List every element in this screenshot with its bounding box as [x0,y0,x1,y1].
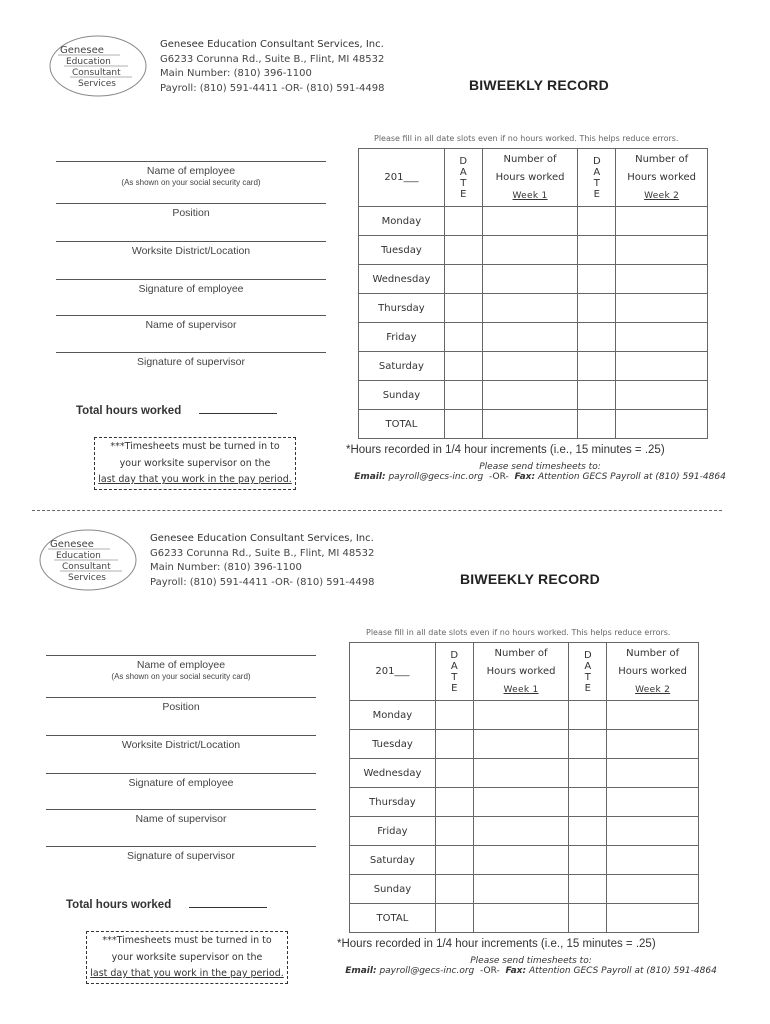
position-label: Position [162,701,200,713]
fax-label: Fax: [514,472,536,482]
company-address: G6233 Corunna Rd., Suite B., Flint, MI 48532 [150,547,375,559]
position-field[interactable] [46,697,316,713]
email-address[interactable]: payroll@gecs-inc.org [379,966,475,976]
date-cell[interactable] [435,875,473,904]
logo-line: Services [78,79,116,89]
date-header-week1 [444,149,482,207]
supervisor-name-label: Name of supervisor [145,319,237,331]
date-header-week2 [569,643,607,701]
date-letter: A [593,166,601,178]
hours-header-week1 [473,643,569,701]
company-address: G6233 Corunna Rd., Suite B., Flint, MI 48532 [160,53,385,65]
logo-line: Genesee [60,45,104,56]
total-cell[interactable] [616,410,708,439]
hours-table [349,642,699,933]
timesheet-form-bottom [0,494,770,988]
date-cell[interactable] [578,236,616,265]
logo-line: Consultant [72,68,121,78]
date-letter: E [584,682,591,694]
total-hours-worked [76,403,277,417]
hours-header-week2 [607,643,699,701]
date-letter: A [584,660,592,672]
notice-line: ***Timesheets must be turned in to [110,441,280,452]
total-cell[interactable] [473,904,569,933]
total-cell[interactable] [578,410,616,439]
year-label: 201___ [384,172,419,183]
notice-line: last day that you work in the pay period. [90,968,284,979]
day-label: Sunday [359,381,445,410]
position-field[interactable] [56,203,326,219]
date-letter: A [450,660,458,672]
year-cell[interactable] [350,643,436,701]
hours-header-week1 [482,149,578,207]
date-cell[interactable] [578,352,616,381]
date-cell[interactable] [569,701,607,730]
day-label: Monday [359,207,445,236]
day-label: Thursday [350,788,436,817]
date-cell[interactable] [578,323,616,352]
supervisor-signature-label: Signature of supervisor [127,850,235,862]
hours-cell[interactable] [616,323,708,352]
hours-cell[interactable] [482,323,578,352]
employee-signature-field[interactable] [46,773,316,789]
logo-line: Services [68,573,106,583]
date-cell[interactable] [444,294,482,323]
date-cell[interactable] [569,730,607,759]
day-label: Saturday [350,846,436,875]
hours-cell[interactable] [616,381,708,410]
employee-name-label: Name of employee [146,165,236,177]
notice-line: your worksite supervisor on the [111,951,263,963]
date-letter: D [583,649,592,661]
fill-note: Please fill in all date slots even if no hours worked. This helps reduce errors. [366,628,671,637]
or-text: -OR- [480,966,500,976]
company-payroll: Payroll: (810) 591-4411 -OR- (810) 591-4498 [160,82,385,94]
logo-line: Education [66,57,111,67]
notice-line: ***Timesheets must be turned in to [102,935,272,946]
date-cell[interactable] [578,207,616,236]
date-header-week1 [435,643,473,701]
hours-cell[interactable] [616,265,708,294]
worksite-label: Worksite District/Location [131,245,251,257]
date-cell[interactable] [435,701,473,730]
hours-cell[interactable] [607,730,699,759]
hours-cell[interactable] [607,759,699,788]
date-cell[interactable] [569,759,607,788]
date-cell[interactable] [444,207,482,236]
date-cell[interactable] [578,381,616,410]
week1-label: Week 1 [503,684,539,695]
company-name: Genesee Education Consultant Services, Inc. [160,39,384,50]
day-label: Tuesday [359,236,445,265]
hours-header-line: Hours worked [618,665,688,677]
hours-cell[interactable] [482,352,578,381]
hours-cell[interactable] [607,875,699,904]
employee-name-label: Name of employee [136,659,226,671]
or-text: -OR- [489,472,509,482]
employee-name-sub: (As shown on your social security card) [111,672,251,681]
hours-header-line: Number of [635,153,689,165]
logo-line: Education [56,551,101,561]
hours-cell[interactable] [482,294,578,323]
date-cell[interactable] [444,352,482,381]
send-line: Please send timesheets to: [470,956,592,966]
fill-note: Please fill in all date slots even if no hours worked. This helps reduce errors. [374,134,679,143]
fax-label: Fax: [505,966,527,976]
hours-cell[interactable] [607,788,699,817]
gecs-logo [38,528,138,592]
hours-cell[interactable] [473,788,569,817]
date-letter: D [592,155,601,167]
fax-info: Attention GECS Payroll at (810) 591-4864 [537,472,726,482]
hours-cell[interactable] [473,701,569,730]
company-main-number: Main Number: (810) 396-1100 [150,562,302,573]
total-label: TOTAL [359,410,445,439]
date-header-week2 [578,149,616,207]
hours-cell[interactable] [616,352,708,381]
send-line: Please send timesheets to: [479,462,601,472]
total-cell[interactable] [482,410,578,439]
send-to-info [337,956,725,976]
hours-cell[interactable] [616,236,708,265]
supervisor-signature-label: Signature of supervisor [137,356,245,368]
notice-line: your worksite supervisor on the [119,457,271,469]
supervisor-signature-field[interactable] [56,352,326,368]
hours-table [358,148,708,439]
hours-header-line: Number of [626,647,680,659]
date-cell[interactable] [578,294,616,323]
employee-name-field[interactable] [56,161,326,187]
date-letter: D [459,155,468,167]
total-cell[interactable] [435,904,473,933]
date-letter: A [459,166,467,178]
employee-name-sub: (As shown on your social security card) [121,178,261,187]
employee-signature-label: Signature of employee [128,777,234,789]
date-cell[interactable] [435,788,473,817]
submission-notice [94,437,296,490]
increments-note: *Hours recorded in 1/4 hour increments (i.e., 15 minutes = .25) [346,444,665,456]
hours-cell[interactable] [473,817,569,846]
hours-header-line: Hours worked [486,665,556,677]
week2-label: Week 2 [635,684,671,695]
hours-cell[interactable] [482,381,578,410]
total-label: TOTAL [350,904,436,933]
hours-cell[interactable] [607,701,699,730]
hours-cell[interactable] [482,236,578,265]
date-letter: E [460,188,467,200]
year-cell[interactable] [359,149,445,207]
hours-header-line: Number of [503,153,557,165]
date-letter: T [584,671,591,683]
company-name: Genesee Education Consultant Services, Inc. [150,533,374,544]
hours-cell[interactable] [473,846,569,875]
hours-cell[interactable] [607,846,699,875]
hours-cell[interactable] [482,265,578,294]
date-letter: E [451,682,458,694]
day-label: Friday [359,323,445,352]
hours-header-line: Number of [494,647,548,659]
supervisor-signature-field[interactable] [46,846,316,862]
worksite-label: Worksite District/Location [121,739,241,751]
date-cell[interactable] [569,875,607,904]
day-label: Wednesday [359,265,445,294]
date-cell[interactable] [444,381,482,410]
total-hours-label: Total hours worked [66,899,172,911]
gecs-logo [48,34,148,98]
send-to-info [346,462,734,482]
supervisor-name-label: Name of supervisor [135,813,227,825]
hours-cell[interactable] [616,207,708,236]
day-label: Thursday [359,294,445,323]
day-label: Wednesday [350,759,436,788]
logo-line: Genesee [50,539,94,550]
date-cell[interactable] [569,817,607,846]
hours-header-line: Hours worked [495,171,565,183]
increments-note: *Hours recorded in 1/4 hour increments (i.e., 15 minutes = .25) [337,938,656,950]
day-label: Friday [350,817,436,846]
week2-label: Week 2 [644,190,680,201]
email-label: Email: [354,472,386,482]
fax-info: Attention GECS Payroll at (810) 591-4864 [528,966,717,976]
hours-header-line: Hours worked [627,171,697,183]
company-info [150,532,374,590]
total-cell[interactable] [569,904,607,933]
company-info [160,38,384,96]
date-cell[interactable] [444,265,482,294]
date-cell[interactable] [569,788,607,817]
day-label: Monday [350,701,436,730]
submission-notice [86,931,288,984]
notice-line: last day that you work in the pay period. [98,474,292,485]
date-letter: E [593,188,600,200]
employee-name-field[interactable] [46,655,316,681]
week1-label: Week 1 [512,190,548,201]
email-label: Email: [345,966,377,976]
day-label: Sunday [350,875,436,904]
total-hours-label: Total hours worked [76,405,182,417]
supervisor-name-field[interactable] [56,315,326,331]
date-letter: T [460,177,467,189]
total-hours-blank[interactable] [189,897,267,908]
date-letter: T [451,671,458,683]
day-label: Tuesday [350,730,436,759]
total-cell[interactable] [607,904,699,933]
company-main-number: Main Number: (810) 396-1100 [160,68,312,79]
hours-header-week2 [616,149,708,207]
hours-cell[interactable] [473,875,569,904]
date-cell[interactable] [569,846,607,875]
date-cell[interactable] [435,730,473,759]
date-cell[interactable] [444,323,482,352]
date-letter: D [450,649,459,661]
date-cell[interactable] [435,759,473,788]
position-label: Position [172,207,210,219]
form-title: BIWEEKLY RECORD [469,77,609,93]
total-hours-worked [66,897,267,911]
hours-cell[interactable] [473,759,569,788]
day-label: Saturday [359,352,445,381]
supervisor-name-field[interactable] [46,809,316,825]
year-label: 201___ [375,666,410,677]
date-cell[interactable] [578,265,616,294]
hours-cell[interactable] [616,294,708,323]
total-hours-blank[interactable] [199,403,277,414]
hours-cell[interactable] [482,207,578,236]
date-cell[interactable] [435,817,473,846]
date-letter: T [593,177,600,189]
total-cell[interactable] [444,410,482,439]
logo-line: Consultant [62,562,111,572]
hours-cell[interactable] [607,817,699,846]
employee-signature-field[interactable] [56,279,326,295]
employee-signature-label: Signature of employee [138,283,244,295]
date-cell[interactable] [435,846,473,875]
worksite-field[interactable] [46,735,316,751]
email-address[interactable]: payroll@gecs-inc.org [388,472,484,482]
date-cell[interactable] [444,236,482,265]
hours-cell[interactable] [473,730,569,759]
timesheet-form-top [0,0,770,494]
company-payroll: Payroll: (810) 591-4411 -OR- (810) 591-4498 [150,576,375,588]
form-title: BIWEEKLY RECORD [460,571,600,587]
worksite-field[interactable] [56,241,326,257]
